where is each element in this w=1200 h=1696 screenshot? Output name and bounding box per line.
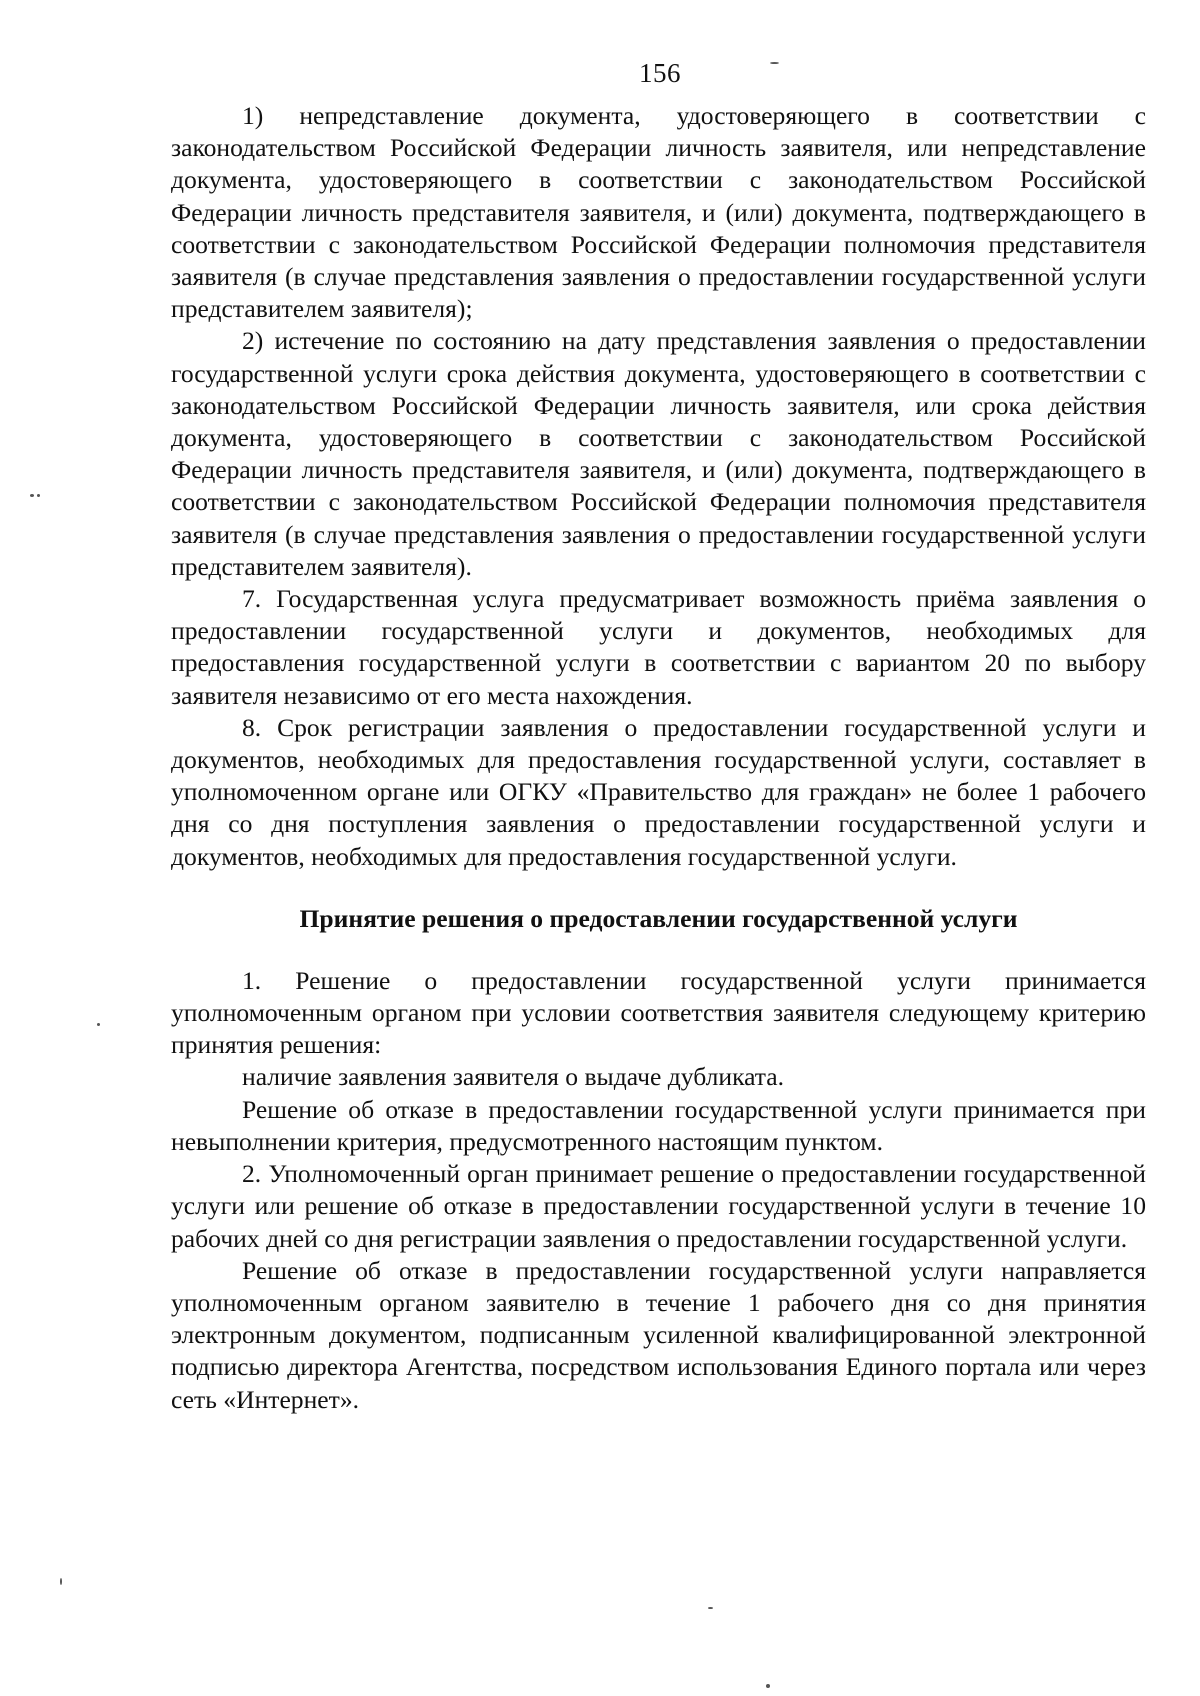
paragraph-refusal-notice: Решение об отказе в предоставлении государственной услуги направляется уполномоченным органом заявителю в течение 1 рабочего дня со дня принятия электронным документом, подписанным усиленной квалифицированной электронной подписью директора Агентства, посредством использования Единого портала или через сеть «Интернет».	[171, 1255, 1146, 1414]
scan-speck	[37, 494, 40, 497]
scan-speck	[60, 1578, 62, 1585]
scan-speck	[30, 494, 34, 497]
document-body	[171, 100, 1146, 1416]
paragraph-decision-1: 1. Решение о предоставлении государственной услуги принимается уполномоченным органом при условии соответствия заявителя следующему критерию принятия решения:	[171, 965, 1146, 1060]
paragraph-item-2: 2) истечение по состоянию на дату представления заявления о предоставлении государственной услуги срока действия документа, удостоверяющего в соответствии с законодательством Российской Федерации личность заявителя, или срока действия документа, удостоверяющего в соответствии с законодательством Российской Федерации личность представителя заявителя, и (или) документа, подтверждающего в соответствии с законодательством Российской Федерации полномочия представителя заявителя (в случае представления заявления о предоставлении государственной услуги представителем заявителя).	[171, 326, 1146, 581]
paragraph-decision-2: 2. Уполномоченный орган принимает решение о предоставлении государственной услуги или решение об отказе в предоставлении государственной услуги в течение 10 рабочих дней со дня регистрации заявления о предоставлении государственной услуги.	[171, 1159, 1146, 1253]
section-heading: Принятие решения о предоставлении государственной услуги	[299, 903, 1018, 933]
page-number: 156	[639, 58, 681, 88]
scan-speck	[770, 62, 779, 64]
scan-speck	[97, 1023, 100, 1026]
paragraph-point-7: 7. Государственная услуга предусматривает возможность приёма заявления о предоставлении государственной услуги и документов, необходимых для предоставления государственной услуги в соответствии с вариантом 20 по выбору заявителя независимо от его места нахождения.	[171, 584, 1146, 710]
paragraph-refusal-criterion: Решение об отказе в предоставлении государственной услуги принимается при невыполнении критерия, предусмотренного настоящим пунктом.	[171, 1094, 1146, 1156]
scan-speck	[766, 1684, 770, 1688]
scan-speck	[708, 1607, 713, 1609]
paragraph-item-1: 1) непредставление документа, удостоверяющего в соответствии с законодательством Российской Федерации личность заявителя, или непредставление документа, удостоверяющего в соответствии с законодательством Российской Федерации личность представителя заявителя, и (или) документа, подтверждающего в соответствии с законодательством Российской Федерации полномочия представителя заявителя (в случае представления заявления о предоставлении государственной услуги представителем заявителя);	[171, 101, 1146, 324]
paragraph-point-8: 8. Срок регистрации заявления о предоставлении государственной услуги и документов, необходимых для предоставления государственной услуги, составляет в уполномоченном органе или ОГКУ «Правительство для граждан» не более 1 рабочего дня со дня поступления заявления о предоставлении государственной услуги и документов, необходимых для предоставления государственной услуги.	[171, 712, 1146, 871]
paragraph-criterion: наличие заявления заявителя о выдаче дубликата.	[242, 1062, 785, 1092]
